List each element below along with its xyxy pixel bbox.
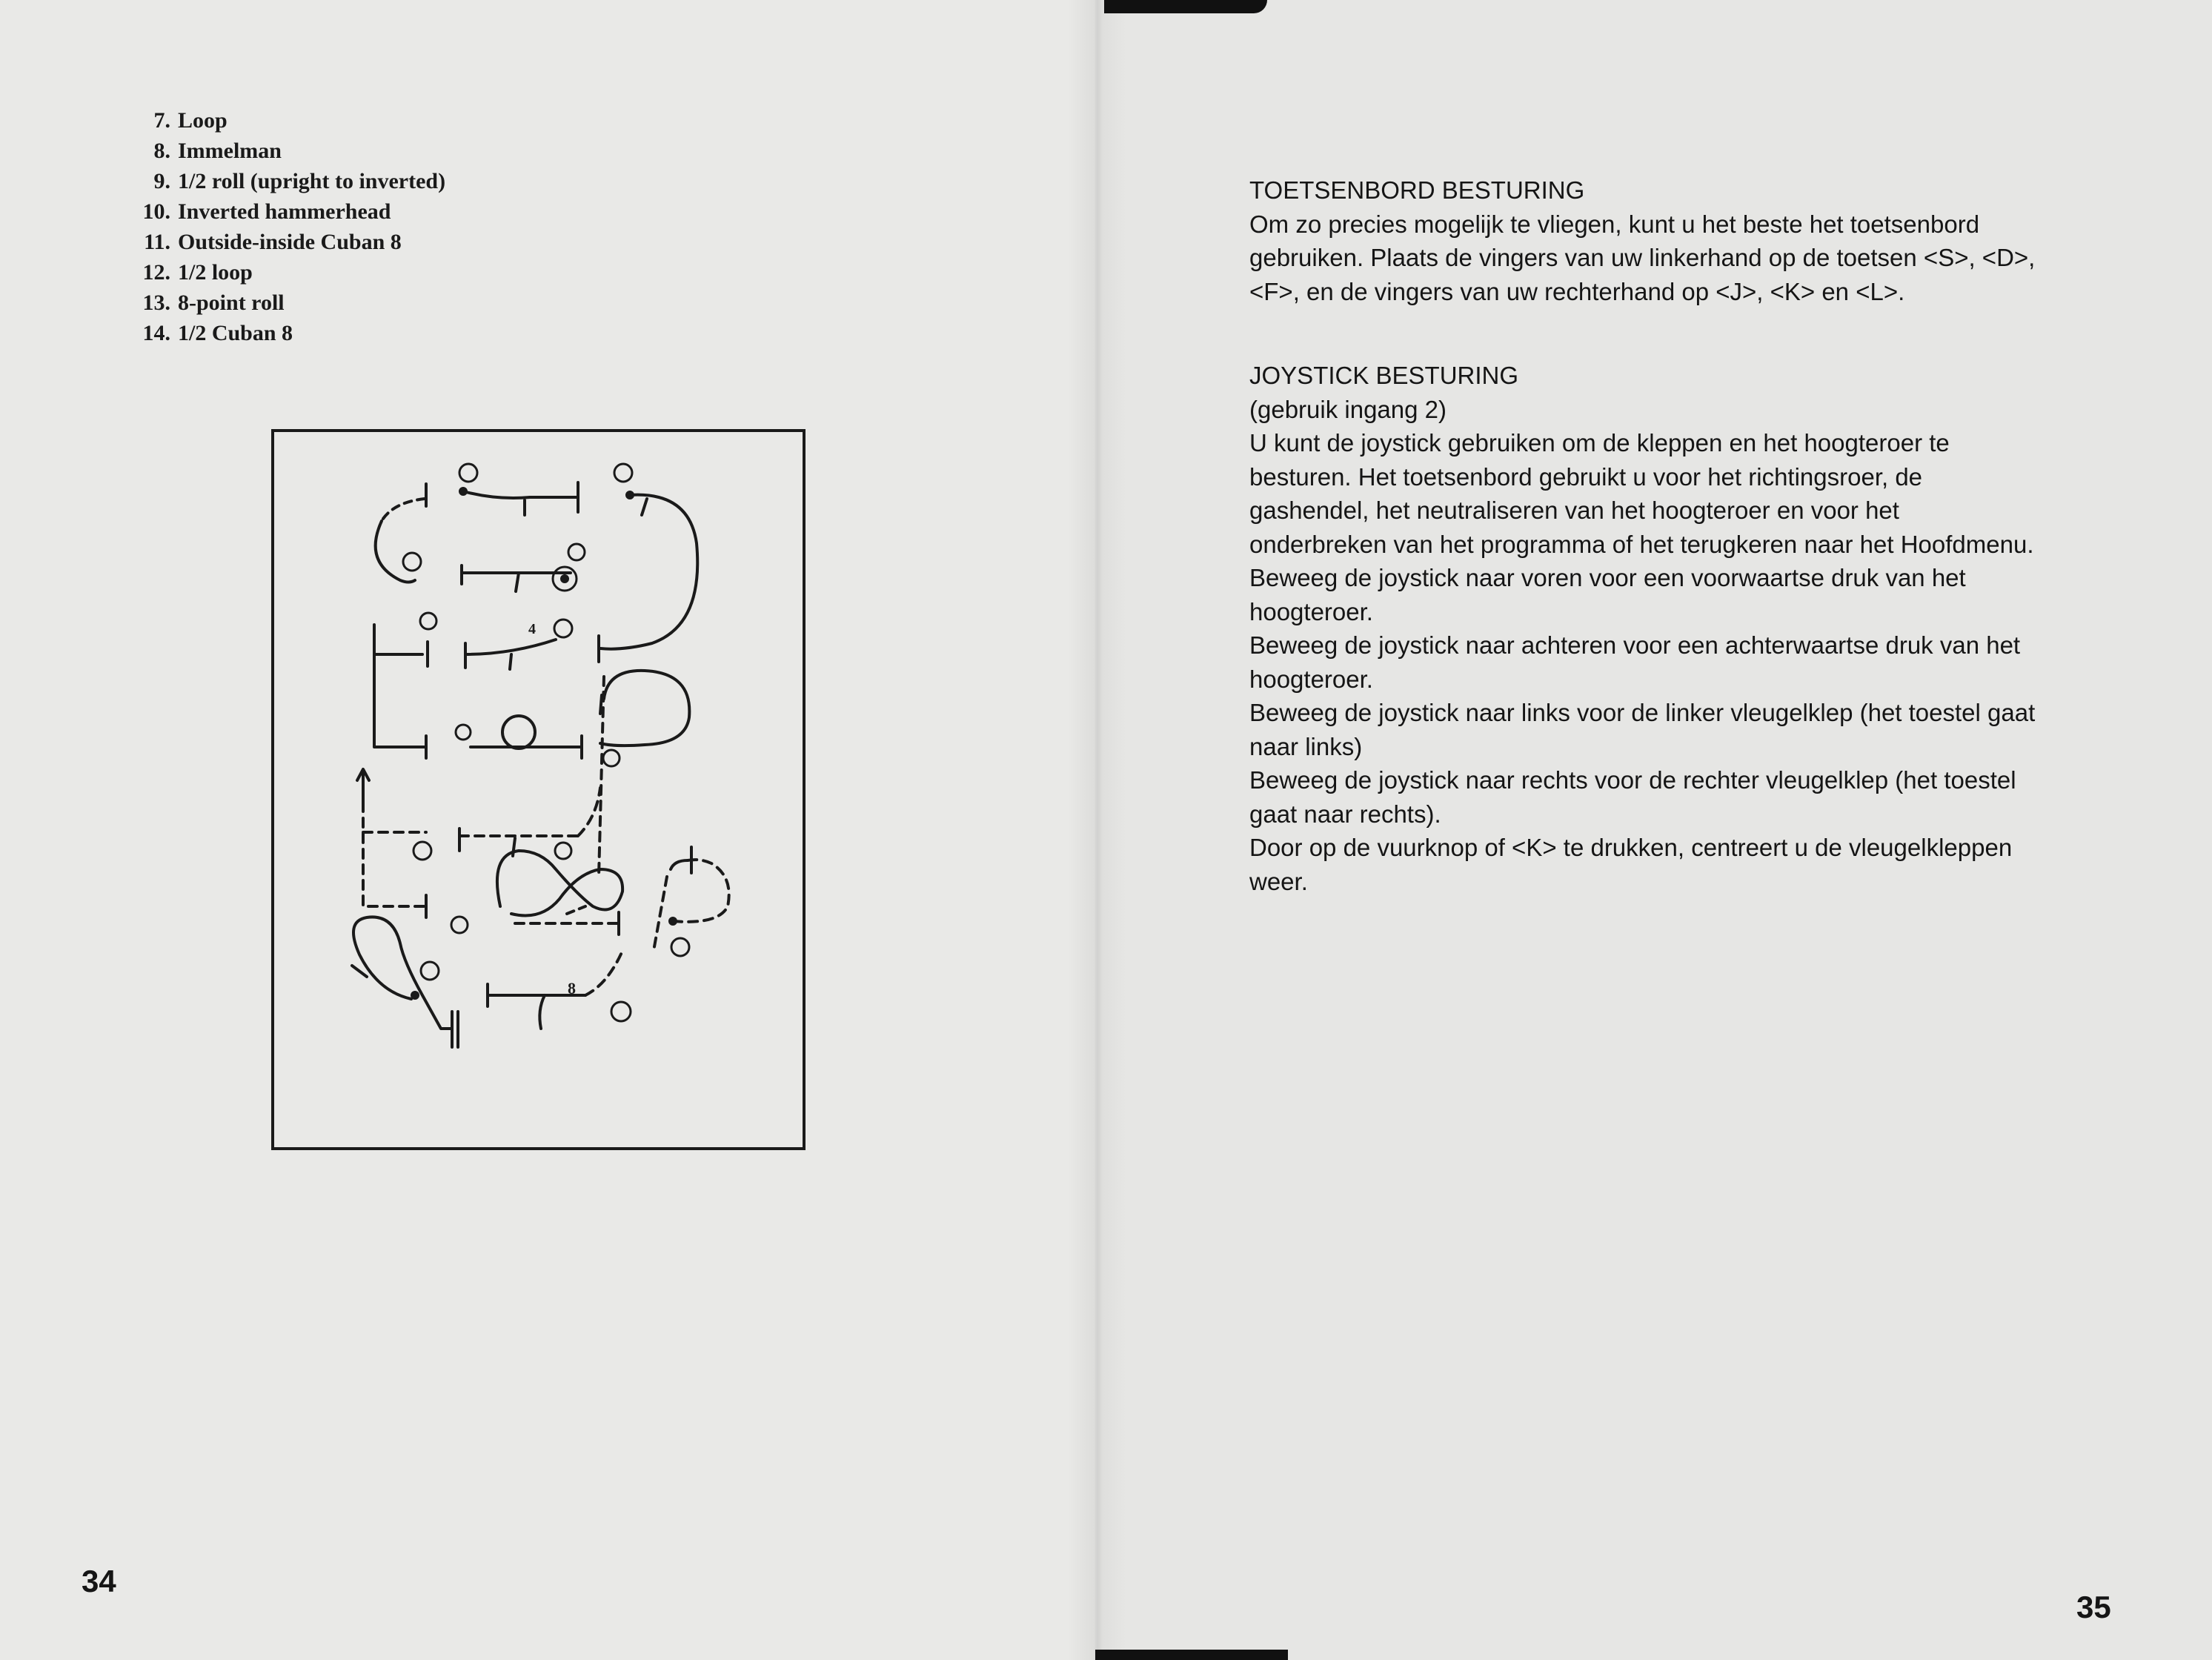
- maneuver-item: [104, 105, 445, 136]
- section-heading: TOETSENBORD BESTURING: [1249, 176, 1585, 204]
- maneuver-11-path: [451, 851, 622, 934]
- text-line: gebruiken. Plaats de vingers van uw linkerhand op de toetsen <S>, <D>,: [1249, 244, 2036, 271]
- maneuver-2-path: [376, 484, 426, 582]
- maneuver-4-path: [599, 464, 697, 662]
- maneuver-item: [104, 257, 445, 288]
- maneuver-1-path: [462, 544, 585, 591]
- page-number-left: 34: [82, 1564, 116, 1598]
- maneuver-label: 1/2 Cuban 8: [178, 321, 293, 345]
- maneuver-number: 14.: [142, 321, 170, 345]
- text-line: Om zo precies mogelijk te vliegen, kunt u het beste het toetsenbord: [1249, 210, 1980, 238]
- maneuver-13-path: [488, 951, 631, 1029]
- text-line: naar links): [1249, 732, 1363, 760]
- text-line: Door op de vuurknop of <K> te drukken, centreert u de vleugelkleppen: [1249, 834, 2013, 861]
- maneuver-label: Loop: [178, 108, 227, 133]
- page-number-right: 35: [2076, 1590, 2111, 1624]
- book-gutter: [1067, 0, 1126, 1660]
- keyboard-controls-section: [1249, 173, 2161, 308]
- maneuver-label: Outside-inside Cuban 8: [178, 230, 402, 254]
- diagram-marker-4: 4: [528, 621, 536, 637]
- diagram-marker-8: 8: [568, 979, 576, 997]
- text-line: gaat naar rechts).: [1249, 800, 1441, 828]
- maneuver-label: 8-point roll: [178, 290, 285, 315]
- maneuver-number: 10.: [142, 199, 170, 224]
- maneuver-9-path: [459, 788, 600, 859]
- text-line: Beweeg de joystick naar links voor de linker vleugelklep (het toestel gaat: [1249, 699, 2036, 726]
- maneuver-number: 7.: [153, 108, 170, 133]
- text-line: hoogteroer.: [1249, 665, 1373, 693]
- text-line: besturen. Het toetsenbord gebruikt u voor het richtingsroer, de: [1249, 462, 1923, 491]
- text-line: U kunt de joystick gebruiken om de kleppen en het hoogteroer te: [1249, 429, 1950, 456]
- maneuver-8-path: [599, 671, 689, 877]
- joystick-controls-section: [1249, 359, 2161, 898]
- spine-edge-bottom: [1095, 1650, 1288, 1660]
- maneuver-item: [104, 227, 445, 257]
- text-line: weer.: [1249, 867, 1308, 895]
- left-page: [0, 0, 1095, 1660]
- maneuver-label: Inverted hammerhead: [178, 199, 391, 224]
- maneuver-10-path: [357, 769, 431, 917]
- aerobatics-diagram: [271, 429, 806, 1150]
- maneuver-14-path: [352, 917, 458, 1047]
- maneuver-7-path: [456, 716, 582, 758]
- maneuver-sketch: [274, 432, 803, 1147]
- maneuver-number: 8.: [153, 139, 170, 163]
- maneuver-number: 12.: [142, 260, 170, 285]
- maneuver-item: [104, 318, 445, 348]
- text-line: Beweeg de joystick naar achteren voor een achterwaartse druk van het: [1249, 631, 2021, 659]
- text-line: Beweeg de joystick naar voren voor een voorwaartse druk van het: [1249, 564, 1966, 591]
- maneuver-item: [104, 196, 445, 227]
- spine-edge-top: [1104, 0, 1267, 13]
- maneuver-number: 11.: [144, 230, 170, 254]
- maneuver-12-path: [654, 847, 729, 956]
- maneuver-list: [104, 105, 445, 348]
- maneuver-item: [104, 166, 445, 196]
- maneuver-item: [104, 288, 445, 318]
- text-line: gashendel, het neutraliseren van het hoogteroer en voor het: [1249, 497, 1899, 524]
- maneuver-number: 13.: [142, 290, 170, 315]
- maneuver-label: 1/2 roll (upright to inverted): [178, 169, 446, 193]
- text-line: <F>, en de vingers van uw rechterhand op <J>, <K> en <L>.: [1249, 277, 1905, 305]
- maneuver-number: 9.: [153, 169, 170, 193]
- text-line: Beweeg de joystick naar rechts voor de rechter vleugelklep (het toestel: [1249, 766, 2016, 794]
- maneuver-5-path: [465, 620, 572, 669]
- maneuver-item: [104, 136, 445, 166]
- text-line: (gebruik ingang 2): [1249, 395, 1447, 423]
- maneuver-3-path: [459, 464, 578, 515]
- text-line: onderbreken van het programma of het terugkeren naar het Hoofdmenu.: [1249, 530, 2034, 558]
- maneuver-label: Immelman: [178, 139, 282, 163]
- section-heading: JOYSTICK BESTURING: [1249, 362, 1519, 389]
- maneuver-6-path: [374, 613, 436, 758]
- text-line: hoogteroer.: [1249, 597, 1373, 625]
- maneuver-label: 1/2 loop: [178, 260, 253, 285]
